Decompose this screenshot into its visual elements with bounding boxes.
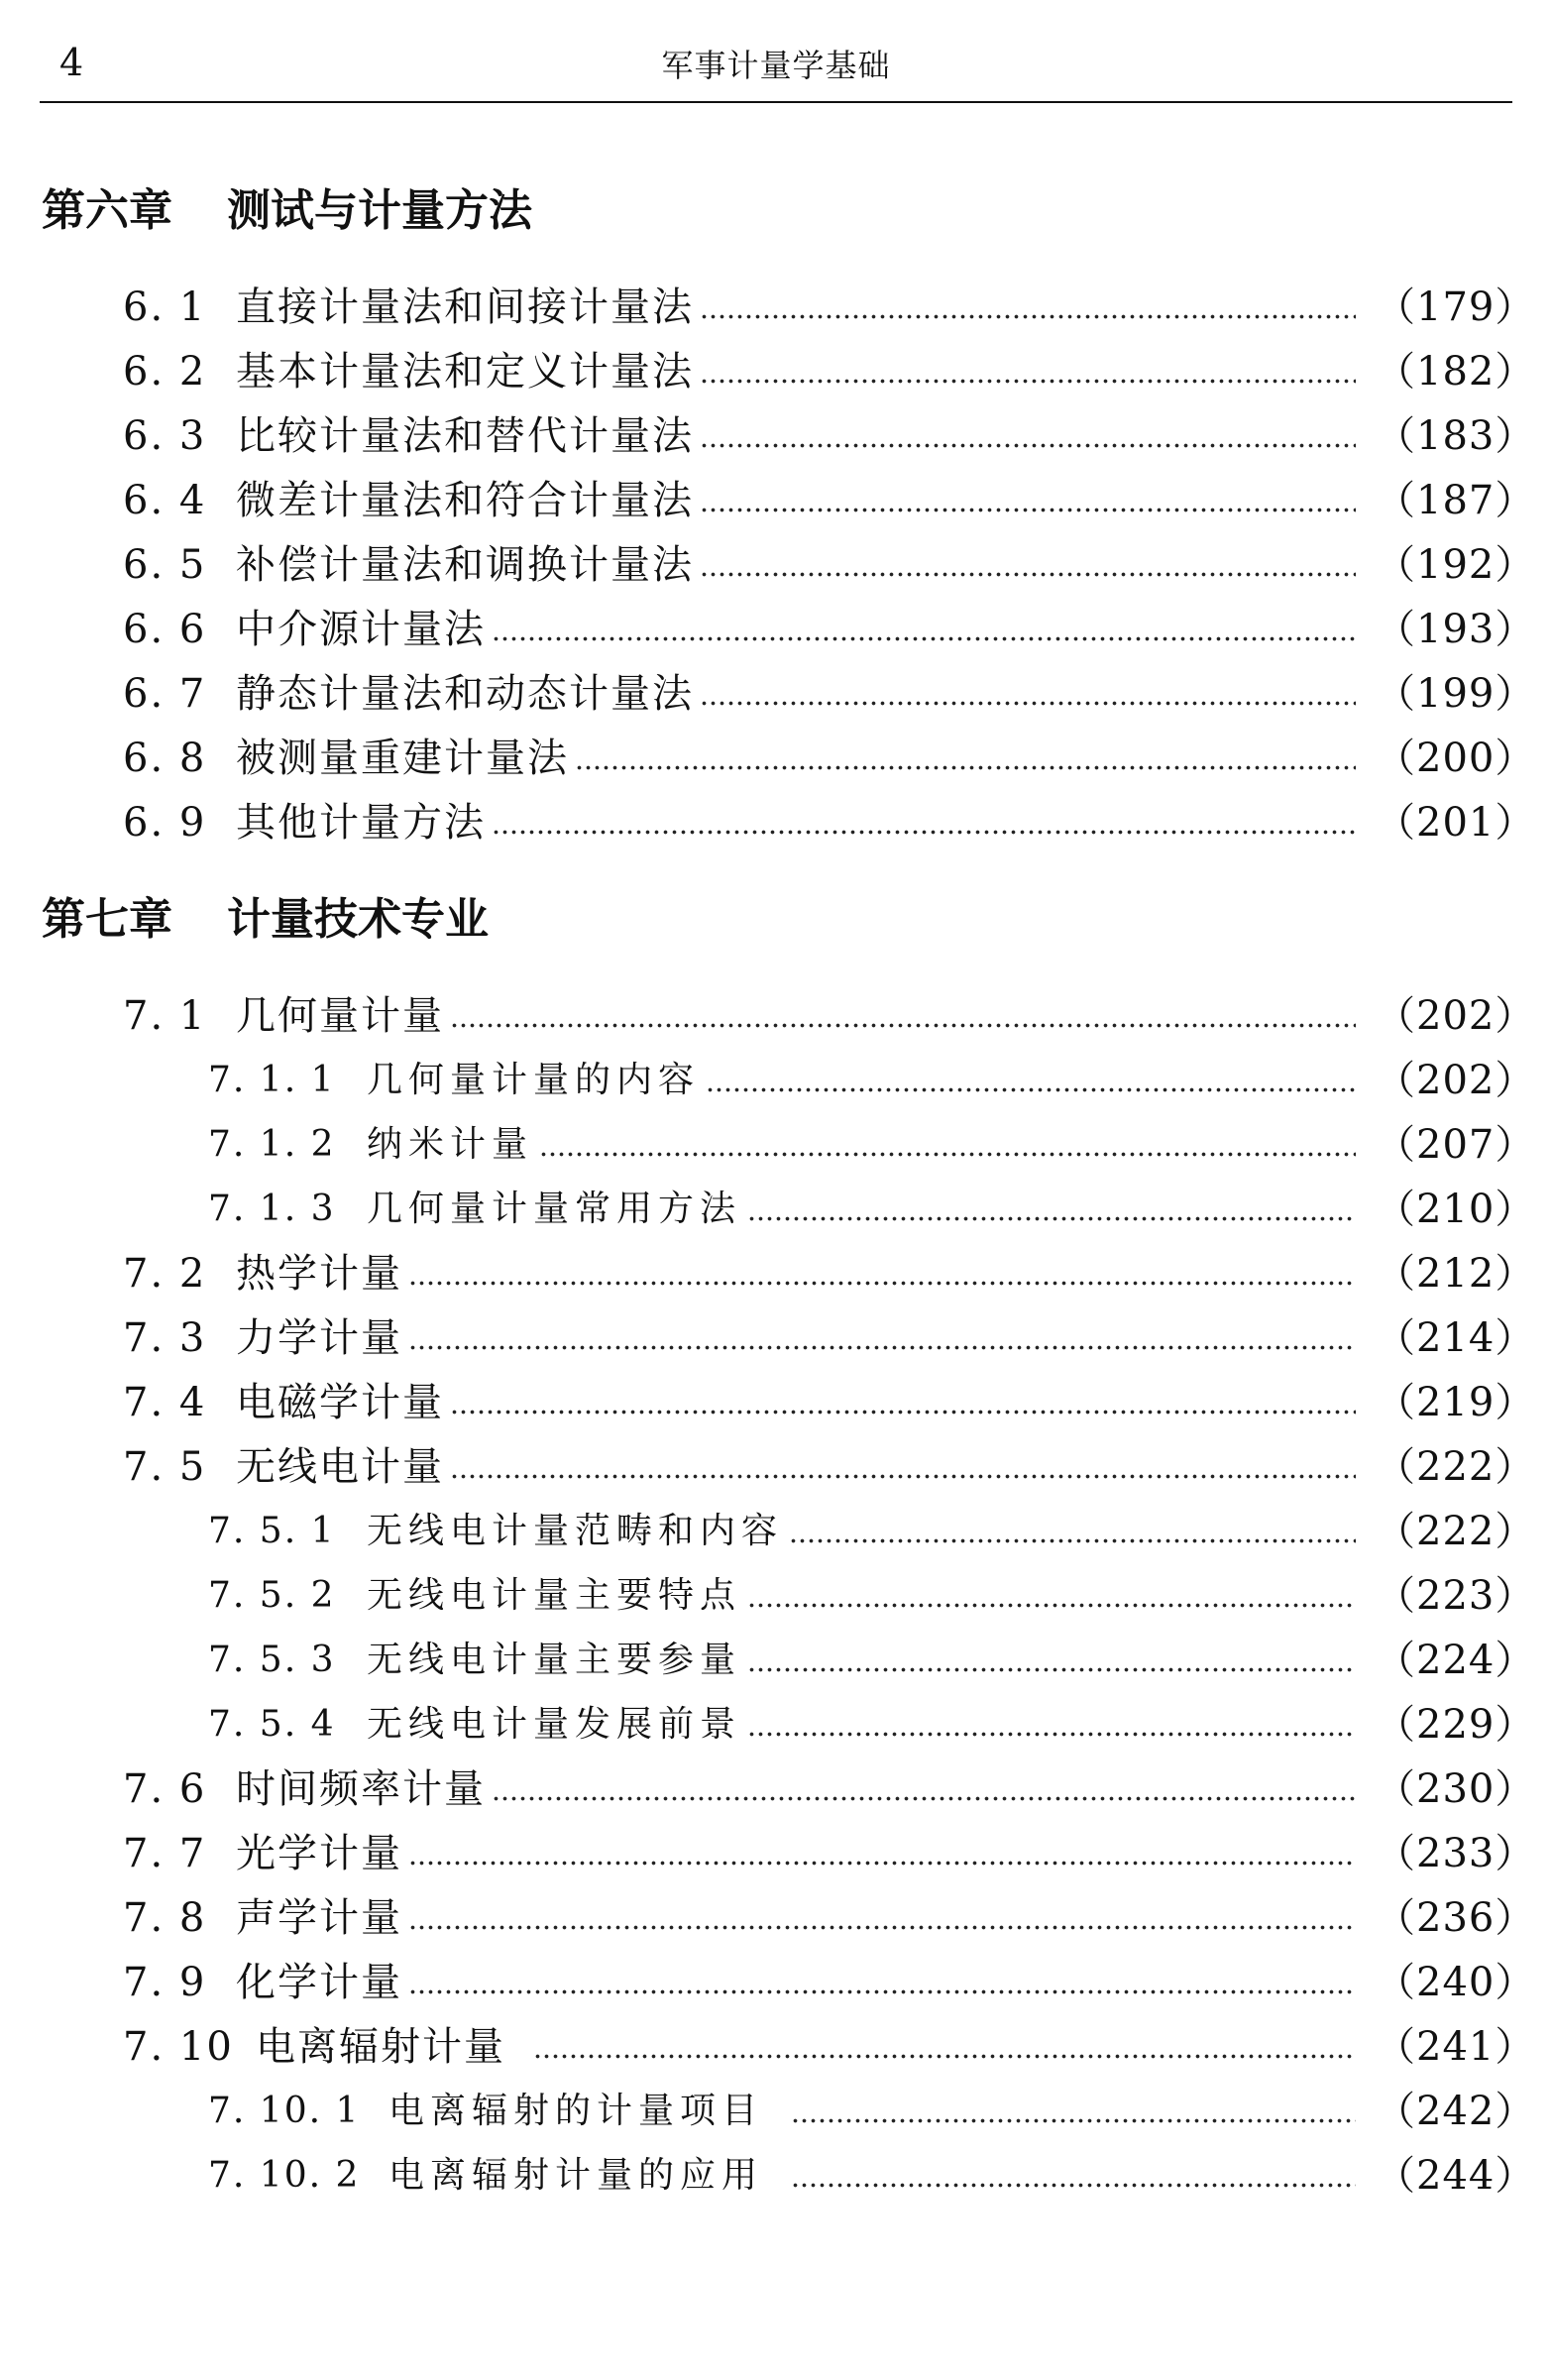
subsection-number: 7. 5. 2 [208, 1575, 336, 1616]
section-title: 电离辐射计量 [256, 2024, 505, 2070]
page-ref: （179） [1376, 284, 1536, 330]
dot-leader [492, 798, 1356, 848]
toc-entry-sub[interactable] [208, 1507, 1536, 1556]
toc-entry[interactable] [123, 2022, 1536, 2072]
toc-entry[interactable] [123, 1249, 1536, 1299]
page-ref: （222） [1376, 1509, 1536, 1554]
toc-entry[interactable] [123, 283, 1536, 332]
section-number: 7. 1 [123, 993, 207, 1039]
toc-entry[interactable] [123, 1829, 1536, 1878]
page-ref: （183） [1376, 413, 1536, 459]
subsection-number: 7. 5. 3 [208, 1640, 336, 1680]
section-number: 6. 9 [123, 800, 207, 846]
dot-leader [791, 2151, 1356, 2201]
section-title: 被测量重建计量法 [236, 736, 569, 781]
subsection-title: 几何量计量常用方法 [367, 1189, 742, 1229]
dot-leader [450, 1442, 1356, 1492]
dot-leader [539, 1120, 1356, 1170]
section-number: 7. 8 [123, 1895, 207, 1941]
section-title: 比较计量法和替代计量法 [236, 413, 694, 459]
section-title: 热学计量 [236, 1251, 402, 1297]
section-number: 7. 4 [123, 1380, 207, 1425]
dot-leader [450, 991, 1356, 1041]
section-number: 6. 4 [123, 478, 207, 523]
page-ref: （236） [1376, 1895, 1536, 1941]
toc-entry[interactable] [123, 347, 1536, 397]
page-ref: （193） [1376, 607, 1536, 652]
page-ref: （222） [1376, 1444, 1536, 1490]
page-ref: （242） [1376, 2089, 1536, 2134]
dot-leader [747, 1636, 1356, 1685]
section-number: 6. 8 [123, 736, 207, 781]
page-ref: （202） [1376, 993, 1536, 1039]
toc-entry[interactable] [123, 476, 1536, 525]
subsection-number: 7. 1. 1 [208, 1060, 336, 1100]
chapter-heading [42, 183, 532, 239]
toc-entry[interactable] [123, 1442, 1536, 1492]
section-number: 6. 1 [123, 284, 207, 330]
dot-leader [492, 1764, 1356, 1814]
dot-leader [700, 540, 1356, 590]
toc-entry-sub[interactable] [208, 1056, 1536, 1105]
page-ref: （207） [1376, 1122, 1536, 1168]
toc-entry[interactable] [123, 1764, 1536, 1814]
dot-leader [533, 2022, 1356, 2072]
subsection-number: 7. 10. 1 [208, 2091, 361, 2131]
toc-entry[interactable] [123, 669, 1536, 719]
section-number: 7. 9 [123, 1960, 207, 2005]
section-title: 中介源计量法 [236, 607, 486, 652]
page-ref: （219） [1376, 1380, 1536, 1425]
section-number: 6. 7 [123, 671, 207, 717]
section-number: 7. 2 [123, 1251, 207, 1297]
toc-entry-sub[interactable] [208, 1185, 1536, 1234]
section-title: 补偿计量法和调换计量法 [236, 542, 694, 588]
section-number: 7. 10 [123, 2024, 234, 2070]
section-title: 化学计量 [236, 1960, 402, 2005]
section-title: 电磁学计量 [236, 1380, 444, 1425]
subsection-title: 无线电计量主要参量 [367, 1640, 742, 1680]
page-ref: （200） [1376, 736, 1536, 781]
dot-leader [408, 1958, 1356, 2007]
toc-entry[interactable] [123, 798, 1536, 848]
section-number: 6. 5 [123, 542, 207, 588]
dot-leader [700, 476, 1356, 525]
dot-leader [747, 1571, 1356, 1621]
toc-entry[interactable] [123, 991, 1536, 1041]
section-number: 7. 7 [123, 1831, 207, 1876]
section-title: 静态计量法和动态计量法 [236, 671, 694, 717]
page-ref: （241） [1376, 2024, 1536, 2070]
section-title: 无线电计量 [236, 1444, 444, 1490]
subsection-number: 7. 10. 2 [208, 2155, 361, 2196]
dot-leader [700, 669, 1356, 719]
toc-entry-sub[interactable] [208, 2151, 1536, 2201]
section-number: 7. 3 [123, 1315, 207, 1361]
subsection-number: 7. 5. 1 [208, 1511, 336, 1551]
chapter-title: 测试与计量方法 [227, 185, 532, 236]
section-title: 其他计量方法 [236, 800, 486, 846]
subsection-number: 7. 1. 3 [208, 1189, 336, 1229]
page-ref: （212） [1376, 1251, 1536, 1297]
subsection-title: 几何量计量的内容 [367, 1060, 701, 1100]
dot-leader [575, 734, 1356, 783]
subsection-title: 纳米计量 [367, 1124, 534, 1165]
dot-leader [408, 1829, 1356, 1878]
subsection-title: 无线电计量主要特点 [367, 1575, 742, 1616]
page-ref: （229） [1376, 1702, 1536, 1748]
dot-leader [791, 2087, 1356, 2136]
dot-leader [450, 1378, 1356, 1427]
page-ref: （192） [1376, 542, 1536, 588]
toc-entry-sub[interactable] [208, 1636, 1536, 1685]
dot-leader [789, 1507, 1356, 1556]
page-number: 4 [59, 41, 84, 84]
page-ref: （224） [1376, 1638, 1536, 1683]
dot-leader [492, 605, 1356, 654]
page-ref: （230） [1376, 1766, 1536, 1812]
chapter-title: 计量技术专业 [227, 894, 489, 945]
toc-entry[interactable] [123, 1958, 1536, 2007]
section-number: 6. 3 [123, 413, 207, 459]
subsection-title: 无线电计量发展前景 [367, 1704, 742, 1745]
book-title: 军事计量学基础 [661, 47, 891, 84]
subsection-number: 7. 5. 4 [208, 1704, 336, 1745]
page-ref: （199） [1376, 671, 1536, 717]
chapter-label: 第六章 [42, 185, 172, 236]
running-head [40, 34, 1512, 103]
section-title: 时间频率计量 [236, 1766, 486, 1812]
page-ref: （187） [1376, 478, 1536, 523]
subsection-number: 7. 1. 2 [208, 1124, 336, 1165]
toc-entry[interactable] [123, 605, 1536, 654]
section-title: 基本计量法和定义计量法 [236, 349, 694, 395]
subsection-title: 无线电计量范畴和内容 [367, 1511, 784, 1551]
dot-leader [700, 283, 1356, 332]
toc-entry[interactable] [123, 411, 1536, 461]
dot-leader [408, 1249, 1356, 1299]
section-title: 光学计量 [236, 1831, 402, 1876]
section-number: 6. 6 [123, 607, 207, 652]
toc-entry-sub[interactable] [208, 1120, 1536, 1170]
section-title: 微差计量法和符合计量法 [236, 478, 694, 523]
section-title: 直接计量法和间接计量法 [236, 284, 694, 330]
dot-leader [700, 411, 1356, 461]
page-ref: （223） [1376, 1573, 1536, 1619]
chapter-label: 第七章 [42, 894, 172, 945]
toc-entry-sub[interactable] [208, 1700, 1536, 1750]
toc-entry[interactable] [123, 734, 1536, 783]
dot-leader [408, 1313, 1356, 1363]
toc-entry[interactable] [123, 1313, 1536, 1363]
page-ref: （244） [1376, 2153, 1536, 2199]
toc-entry[interactable] [123, 540, 1536, 590]
section-title: 几何量计量 [236, 993, 444, 1039]
dot-leader [747, 1700, 1356, 1750]
section-number: 7. 5 [123, 1444, 207, 1490]
chapter-heading [42, 892, 489, 948]
page-ref: （233） [1376, 1831, 1536, 1876]
toc-entry-sub[interactable] [208, 1571, 1536, 1621]
section-number: 6. 2 [123, 349, 207, 395]
dot-leader [700, 347, 1356, 397]
page-ref: （201） [1376, 800, 1536, 846]
dot-leader [408, 1893, 1356, 1943]
page-ref: （240） [1376, 1960, 1536, 2005]
subsection-title: 电离辐射计量的应用 [388, 2155, 764, 2196]
page-ref: （202） [1376, 1058, 1536, 1103]
dot-leader [747, 1185, 1356, 1234]
dot-leader [706, 1056, 1356, 1105]
page-ref: （182） [1376, 349, 1536, 395]
toc-entry[interactable] [123, 1378, 1536, 1427]
section-title: 声学计量 [236, 1895, 402, 1941]
subsection-title: 电离辐射的计量项目 [388, 2091, 764, 2131]
page-ref: （210） [1376, 1187, 1536, 1232]
toc-entry-sub[interactable] [208, 2087, 1536, 2136]
section-title: 力学计量 [236, 1315, 402, 1361]
section-number: 7. 6 [123, 1766, 207, 1812]
toc-entry[interactable] [123, 1893, 1536, 1943]
page-ref: （214） [1376, 1315, 1536, 1361]
